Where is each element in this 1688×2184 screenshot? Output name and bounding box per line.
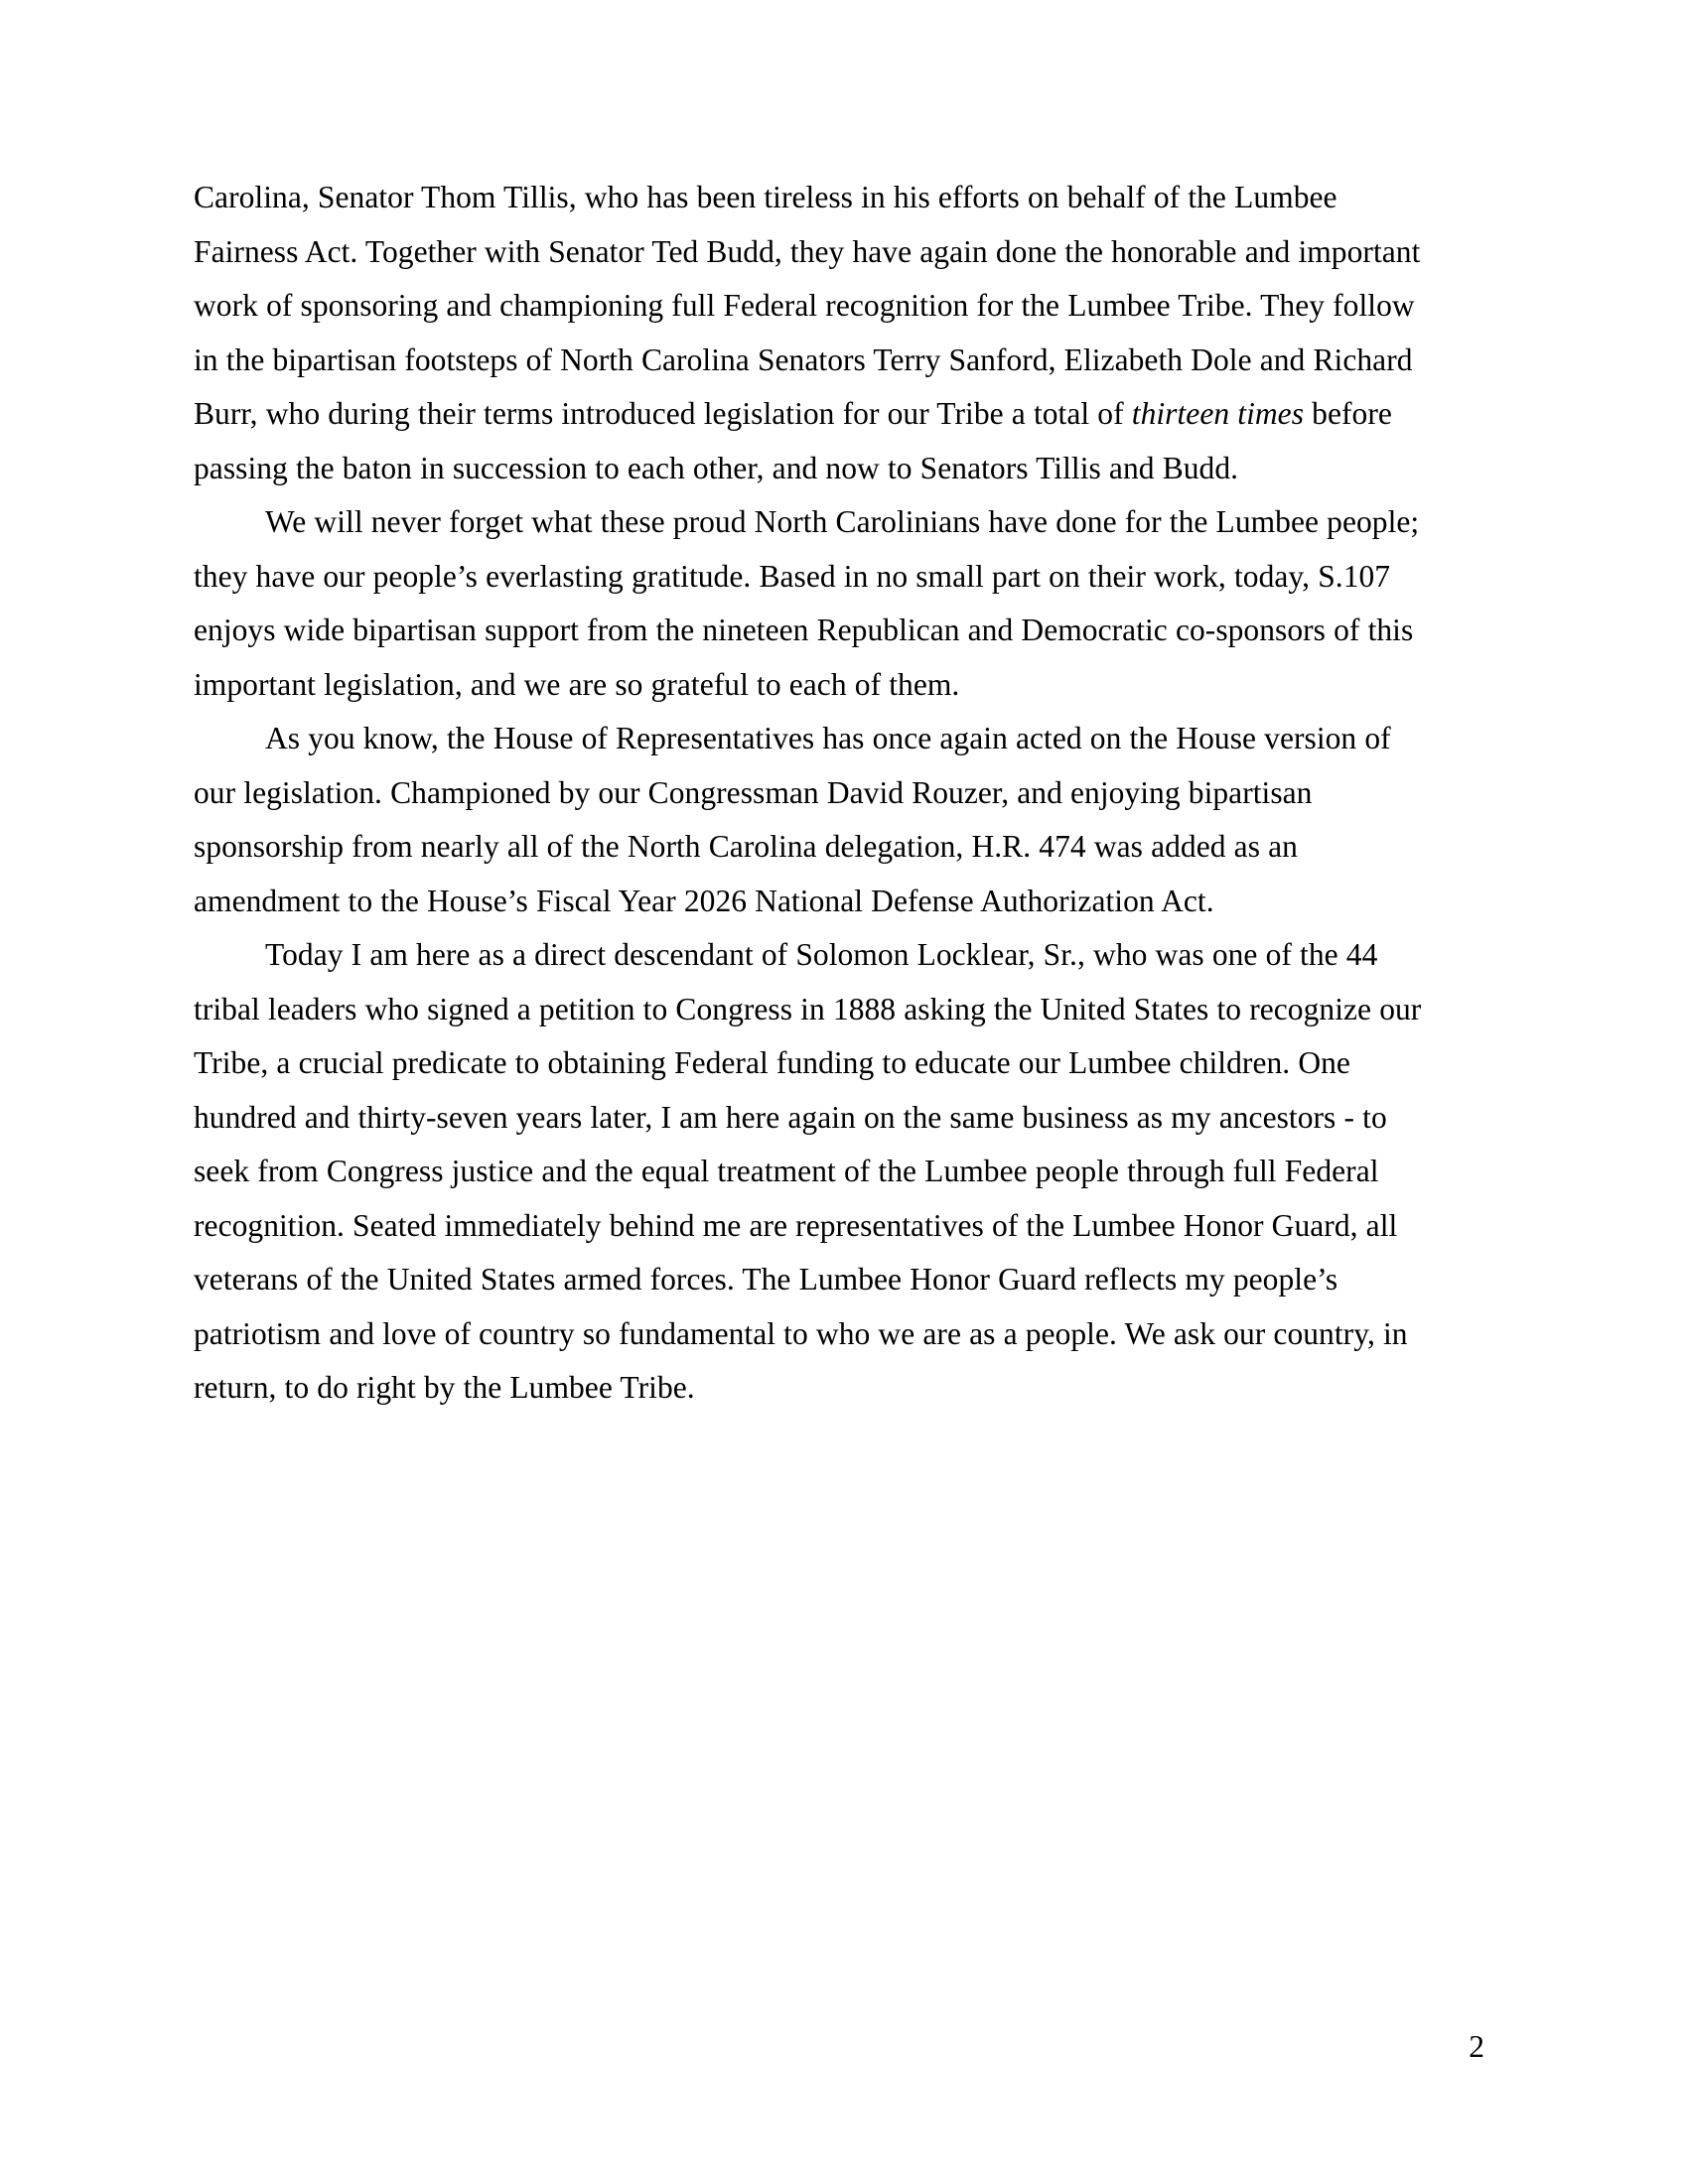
paragraph-gratitude — [194, 495, 1435, 712]
document-body — [194, 171, 1435, 1416]
paragraph-text-run: Today I am here as a direct descendant of Solomon Locklear, Sr., who was one of the 44 tribal leaders who signed a petition to Congress in 1888 asking the United States to recognize our Tribe, a crucial predicate to obtaining Federal funding to educate our Lumbee children. One hundred and thirty-seven years later, I am here again on the same business as my ancestors - to seek from Congress justice and the equal treatment of the Lumbee people through full Federal recognition. Seated immediately behind me are representatives of the Lumbee Honor Guard, all veterans of the United States armed forces. The Lumbee Honor Guard reflects my people’s patriotism and love of country so fundamental to who we are as a people. We ask our country, in return, to do right by the Lumbee Tribe. — [194, 937, 1422, 1405]
paragraph-text-run-tail: before passing the baton in succession to each other, and now to Senators Tillis and Budd. — [194, 396, 1392, 485]
paragraph-emphasis-run: thirteen times — [1131, 396, 1305, 431]
paragraph-text-run: As you know, the House of Representatives has once again acted on the House version of our legislation. Championed by our Congressman David Rouzer, and enjoying bipartisan sponsorship from nearly all of the North Carolina delegation, H.R. 474 was added as an amendment to the House’s Fiscal Year 2026 National Defense Authorization Act. — [194, 721, 1391, 918]
paragraph-text-run: Carolina, Senator Thom Tillis, who has been tireless in his efforts on behalf of the Lumbee Fairness Act. Together with Senator Ted Budd, they have again done the honorable and important work of sponsoring and championing full Federal recognition for the Lumbee Tribe. They follow in the bipartisan footsteps of North Carolina Senators Terry Sanford, Elizabeth Dole and Richard Burr, who during their terms introduced legislation for our Tribe a total of — [194, 180, 1421, 431]
paragraph-continuation — [194, 171, 1435, 495]
paragraph-text-run: We will never forget what these proud North Carolinians have done for the Lumbee people; they have our people’s everlasting gratitude. Based in no small part on their work, today, S.107 enjoys wide bipartisan support from the nineteen Republican and Democratic co-sponsors of this important legislation, and we are so grateful to each of them. — [194, 504, 1420, 702]
paragraph-descendant — [194, 928, 1435, 1416]
page-number: 2 — [1469, 2029, 1484, 2064]
paragraph-house-action — [194, 712, 1435, 928]
